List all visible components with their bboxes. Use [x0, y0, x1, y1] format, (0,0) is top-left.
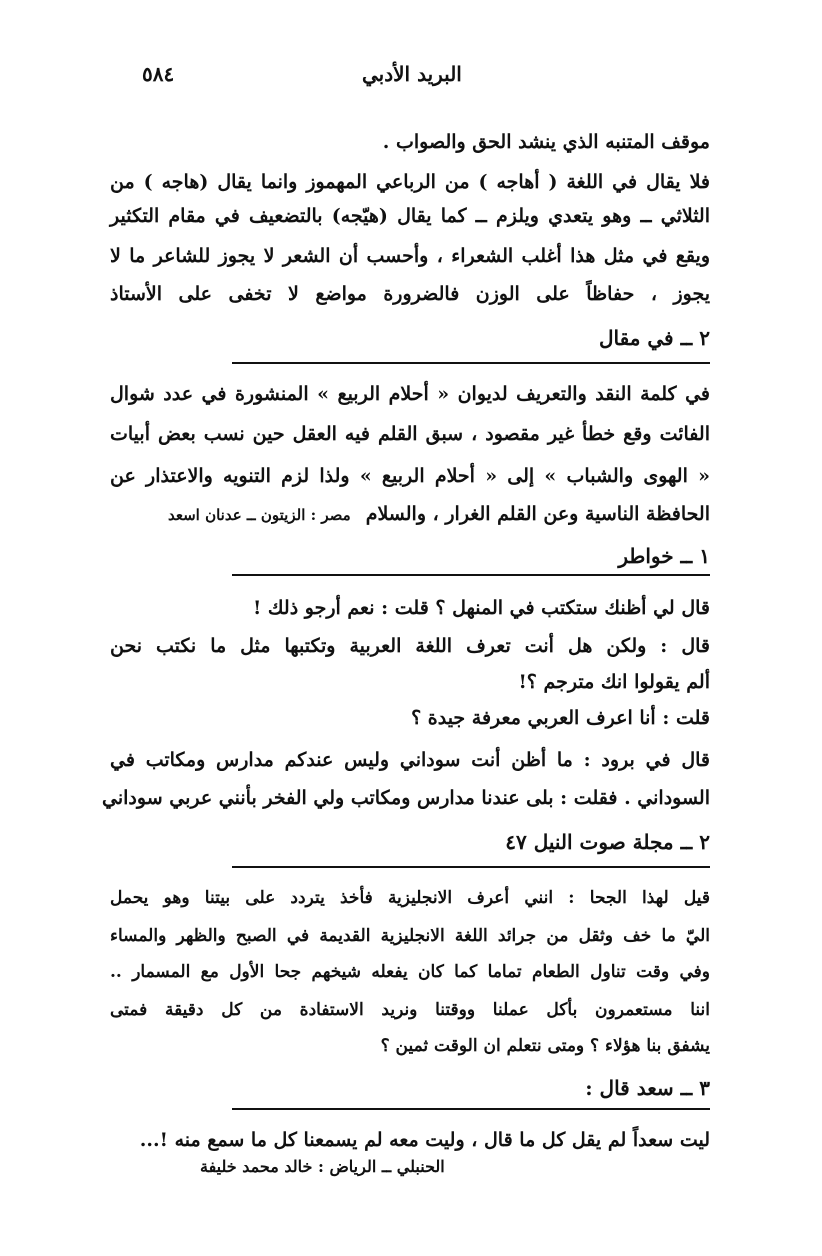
section-heading: ١ ــ خواطر — [618, 544, 710, 568]
paragraph-line: قلت : أنا اعرف العربي معرفة جيدة ؟ — [411, 707, 710, 729]
paragraph-line: قال : ولكن هل أنت تعرف اللغة العربية وتكتبها مثل ما نكتب نحن — [110, 635, 710, 657]
section-divider — [232, 362, 710, 364]
section-divider — [232, 866, 710, 868]
paragraph-line: « الهوى والشباب » إلى « أحلام الربيع » ولذا لزم التنويه والاعتذار عن — [110, 465, 710, 487]
paragraph-line: يجوز ، حفاظاً على الوزن فالضرورة مواضع لا تخفى على الأستاذ — [110, 283, 710, 305]
paragraph-line: ألم يقولوا انك مترجم ؟! — [518, 671, 710, 693]
paragraph-line: قال لي أظنك ستكتب في المنهل ؟ قلت : نعم أرجو ذلك ! — [252, 597, 710, 619]
page-number: ٥٨٤ — [142, 62, 175, 86]
section-heading: ٢ ــ في مقال — [598, 326, 710, 350]
paragraph-line: السوداني . فقلت : بلى عندنا مدارس ومكاتب ولي الفخر بأنني عربي سوداني — [102, 787, 710, 809]
paragraph-line: الحافظة الناسية وعن القلم الغرار ، والسلام — [365, 503, 710, 525]
paragraph-line: الفائت وقع خطأ غير مقصود ، سبق القلم فيه العقل حين نسب بعض أبيات — [110, 423, 710, 445]
section-heading: ٣ ــ سعد قال : — [585, 1076, 710, 1100]
paragraph-line: في كلمة النقد والتعريف لديوان « أحلام الربيع » المنشورة في عدد شوال — [110, 383, 710, 405]
paragraph-line: قال في برود : ما أظن أنت سوداني وليس عندكم مدارس ومكاتب في — [110, 749, 710, 771]
paragraph-line: اننا مستعمرون بأكل عملنا ووقتنا ونريد الاستفادة من كل دقيقة فمتى — [110, 1000, 710, 1020]
paragraph-line: قيل لهذا الجحا : انني أعرف الانجليزية فأخذ يتردد على بيتنا وهو يحمل — [110, 888, 710, 908]
paragraph-line: موقف المتنبه الذي ينشد الحق والصواب . — [382, 131, 710, 153]
page-title: البريد الأدبي — [362, 62, 462, 86]
paragraph-line: يشفق بنا هؤلاء ؟ ومتى نتعلم ان الوقت ثمين ؟ — [380, 1036, 710, 1056]
signature: مصر : الزيتون ــ عدنان اسعد — [168, 506, 351, 524]
paragraph-line: وفي وقت تناول الطعام تماما كما كان يفعله شيخهم جحا الأول مع المسمار .. — [110, 962, 710, 982]
paragraph-line: اليّ ما خف وثقل من جرائد اللغة الانجليزية القديمة في الصبح والظهر والمساء — [110, 926, 710, 946]
paragraph-line: الثلاثي ــ وهو يتعدي ويلزم ــ كما يقال (هيّجه) بالتضعيف في مقام التكثير — [110, 205, 710, 227]
paragraph-line: فلا يقال في اللغة ( أهاجه ) من الرباعي المهموز وانما يقال (هاجه ) من — [110, 171, 710, 193]
section-heading: ٢ ــ مجلة صوت النيل ٤٧ — [505, 830, 710, 854]
paragraph-line: ويقع في مثل هذا أغلب الشعراء ، وأحسب أن الشعر لا يجوز للشاعر ما لا — [110, 245, 710, 267]
section-divider — [232, 1108, 710, 1110]
signature: الحنبلي ــ الرياض : خالد محمد خليفة — [200, 1157, 445, 1176]
paragraph-line: ليت سعداً لم يقل كل ما قال ، وليت معه لم يسمعنا كل ما سمع منه !... — [139, 1129, 710, 1151]
section-divider — [232, 574, 710, 576]
